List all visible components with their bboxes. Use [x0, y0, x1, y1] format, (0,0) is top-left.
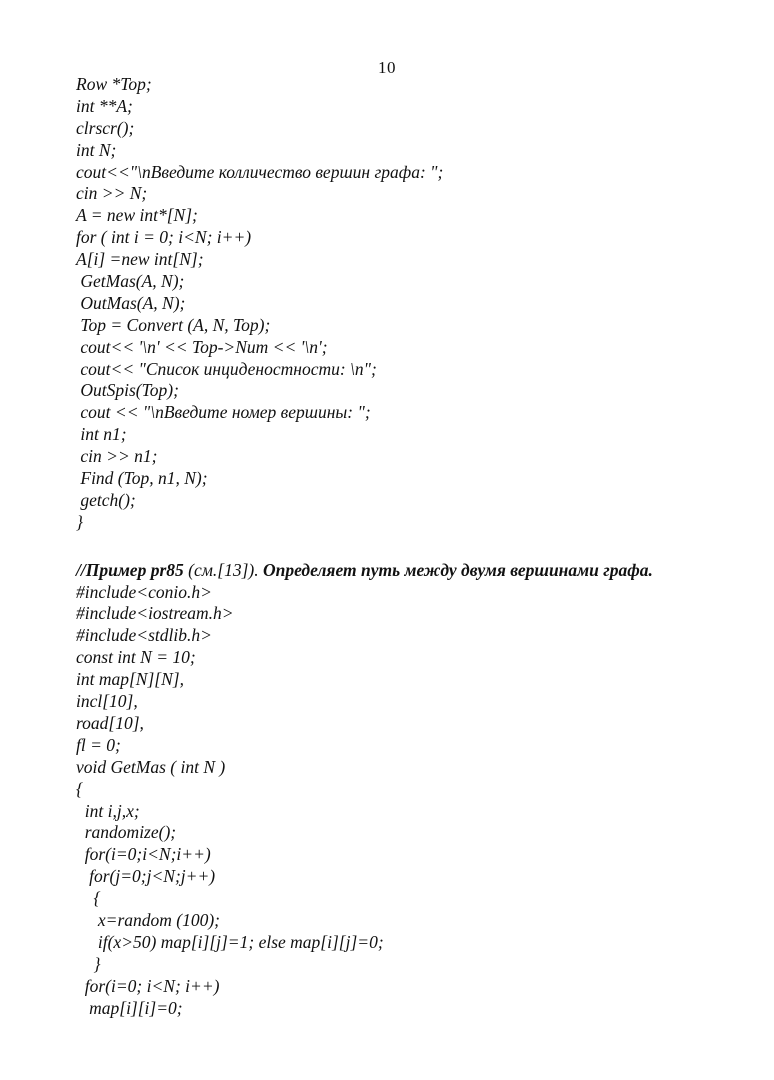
code-line: OutSpis(Top); [76, 380, 179, 401]
code-line: randomize(); [76, 822, 177, 843]
code-line: fl = 0; [76, 734, 121, 755]
code-line: #include<conio.h> [76, 581, 212, 602]
code-line: getch(); [76, 489, 136, 510]
code-line: cin >> n1; [76, 446, 158, 467]
code-line: int map[N][N], [76, 669, 184, 690]
code-line: } [76, 953, 101, 974]
code-line: int N; [76, 139, 117, 160]
code-line: OutMas(A, N); [76, 292, 186, 313]
code-line: for(i=0; i<N; i++) [76, 975, 220, 996]
code-line: x=random (100); [76, 909, 221, 930]
code-line: cout<<"\nВведите колличество вершин графа: "; [76, 161, 444, 182]
code-line: #include<iostream.h> [76, 603, 234, 624]
code-line: { [76, 888, 101, 909]
blank-line [76, 534, 756, 560]
code-line: int i,j,x; [76, 800, 140, 821]
code-line: int **A; [76, 95, 133, 116]
code-line: #include<stdlib.h> [76, 625, 212, 646]
code-line: clrscr(); [76, 117, 135, 138]
code-line: Row *Top; [76, 74, 152, 94]
heading-description: Определяет путь между двумя вершинами графа. [258, 559, 653, 580]
code-listing [76, 74, 756, 1019]
code-line: int n1; [76, 424, 127, 445]
code-line: Find (Top, n1, N); [76, 468, 208, 489]
heading-reference: (см.[13]). [188, 559, 259, 580]
page-number: 10 [378, 58, 396, 77]
code-line: { [76, 778, 83, 799]
code-line: void GetMas ( int N ) [76, 756, 226, 777]
code-line: if(x>50) map[i][j]=1; else map[i][j]=0; [76, 931, 384, 952]
code-line: for(i=0;i<N;i++) [76, 844, 211, 865]
heading-prefix: //Пример pr85 [76, 559, 189, 580]
code-line: cout << "\nВведите номер вершины: "; [76, 402, 371, 423]
code-line: A[i] =new int[N]; [76, 249, 204, 270]
code-line: for ( int i = 0; i<N; i++) [76, 227, 252, 248]
code-line: cout<< '\n' << Top->Num << '\n'; [76, 336, 328, 357]
code-line: incl[10], [76, 691, 138, 712]
code-line: map[i][i]=0; [76, 997, 183, 1018]
code-line: GetMas(A, N); [76, 271, 185, 292]
code-line: } [76, 511, 83, 532]
code-line: A = new int*[N]; [76, 205, 198, 226]
code-line: cin >> N; [76, 183, 148, 204]
code-line: const int N = 10; [76, 647, 196, 668]
code-line: road[10], [76, 712, 144, 733]
code-line: Top = Convert (A, N, Top); [76, 314, 271, 335]
example-heading [76, 560, 756, 582]
code-line: for(j=0;j<N;j++) [76, 866, 216, 887]
code-line: cout<< "Список инциденостности: \n"; [76, 358, 377, 379]
